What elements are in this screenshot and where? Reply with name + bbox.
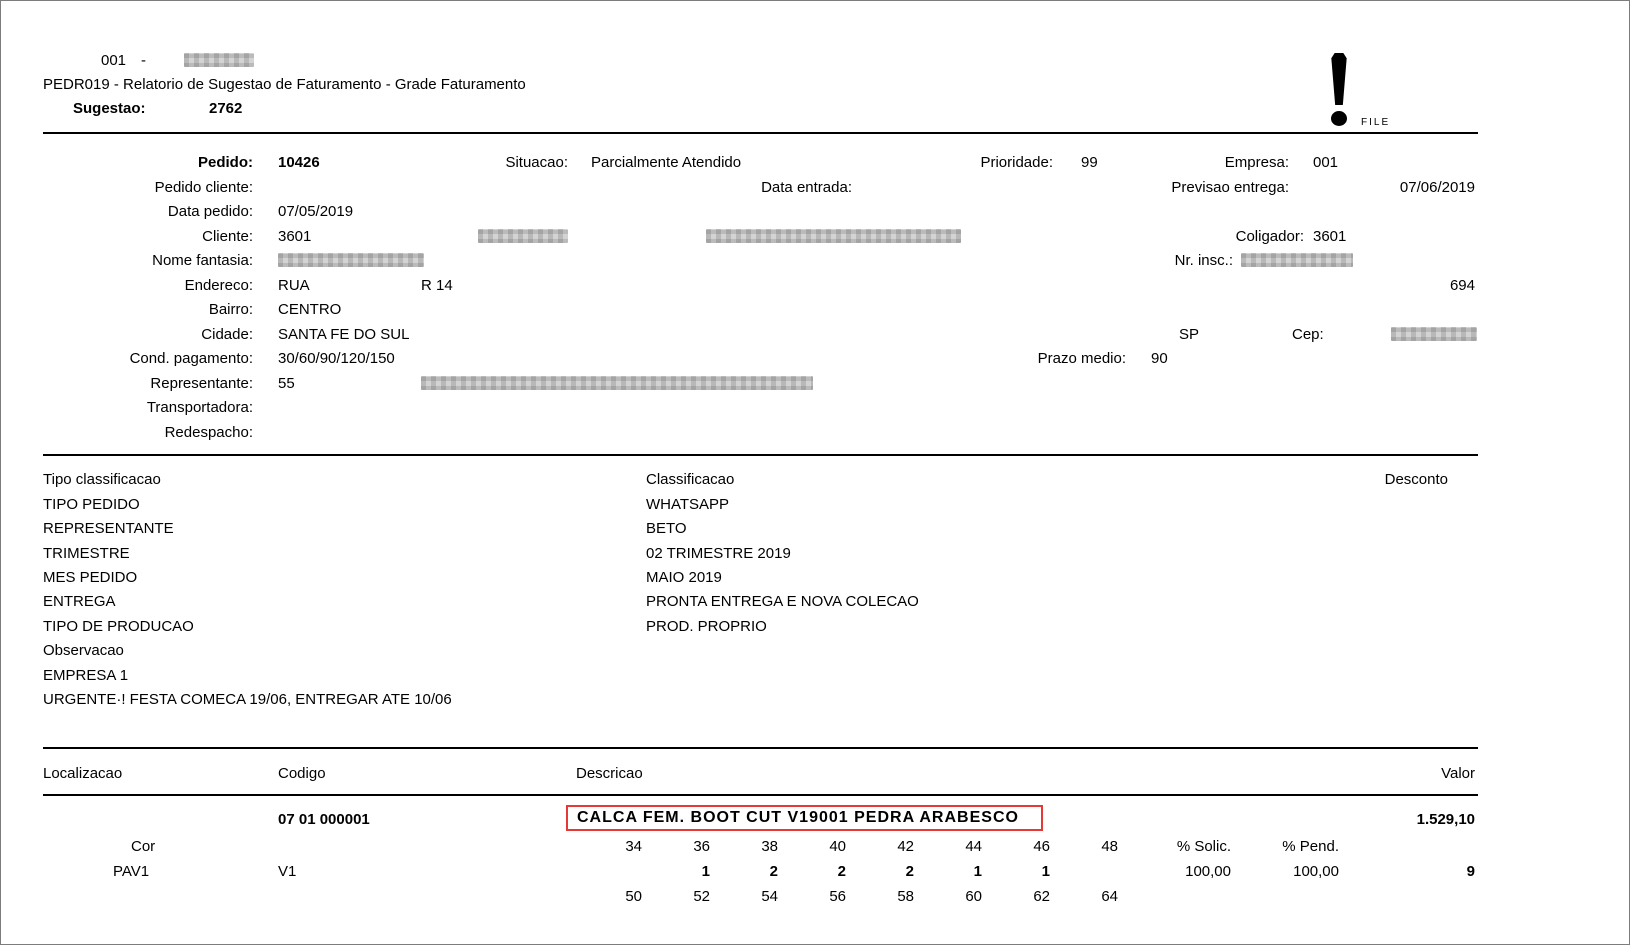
exclamation-bar-icon bbox=[1327, 53, 1351, 105]
size-col: 56 bbox=[829, 888, 846, 905]
localizacao-header: Localizacao bbox=[43, 765, 123, 782]
pct-pend-value: 100,00 bbox=[1293, 863, 1339, 880]
redacted-representante-nome bbox=[421, 376, 813, 390]
bairro-label: Bairro: bbox=[208, 301, 253, 318]
qty-col: 2 bbox=[905, 863, 914, 880]
redacted-cep bbox=[1391, 327, 1477, 341]
prazo-medio-label: Prazo medio: bbox=[1037, 350, 1126, 367]
file-icon-label: FILE bbox=[1361, 117, 1391, 128]
item-descricao-highlight-box bbox=[566, 805, 1043, 831]
size-col: 34 bbox=[625, 838, 642, 855]
size-col: 62 bbox=[1033, 888, 1050, 905]
pct-pend-header: % Pend. bbox=[1282, 838, 1339, 855]
cidade-value: SANTA FE DO SUL bbox=[278, 326, 410, 343]
classification-row-tipo: REPRESENTANTE bbox=[43, 520, 174, 537]
data-pedido-value: 07/05/2019 bbox=[278, 203, 354, 220]
redacted-cliente-nome bbox=[706, 229, 961, 243]
pedido-label: Pedido: bbox=[198, 154, 253, 171]
observacao-line-2: URGENTE·! FESTA COMECA 19/06, ENTREGAR ATE 10/06 bbox=[43, 691, 452, 708]
size-col: 54 bbox=[761, 888, 778, 905]
prazo-medio-value: 90 bbox=[1151, 350, 1168, 367]
qty-col: 2 bbox=[769, 863, 778, 880]
classification-row-tipo: TIPO DE PRODUCAO bbox=[43, 618, 194, 635]
classification-row-valor: BETO bbox=[646, 520, 687, 537]
nr-insc-label: Nr. insc.: bbox=[1174, 252, 1233, 269]
representante-label: Representante: bbox=[150, 375, 253, 392]
pedido-value: 10426 bbox=[278, 154, 320, 171]
observacao-label: Observacao bbox=[43, 642, 124, 659]
desconto-header: Desconto bbox=[1384, 471, 1448, 488]
size-col: 64 bbox=[1101, 888, 1118, 905]
exclamation-file-icon bbox=[1319, 53, 1409, 133]
cor-label: Cor bbox=[131, 838, 156, 855]
exclamation-dot-icon bbox=[1331, 111, 1347, 126]
bairro-value: CENTRO bbox=[278, 301, 342, 318]
divider-items-top bbox=[43, 747, 1478, 749]
previsao-entrega-value: 07/06/2019 bbox=[1399, 179, 1475, 196]
classification-row-tipo: TRIMESTRE bbox=[43, 545, 130, 562]
empresa-label: Empresa: bbox=[1224, 154, 1289, 171]
size-col: 52 bbox=[693, 888, 710, 905]
size-col: 38 bbox=[761, 838, 778, 855]
company-code: 001 bbox=[101, 52, 127, 69]
pct-solic-value: 100,00 bbox=[1185, 863, 1231, 880]
classification-row-valor: PRONTA ENTREGA E NOVA COLECAO bbox=[646, 593, 919, 610]
redacted-cliente-cnpj bbox=[478, 229, 568, 243]
classificacao-header: Classificacao bbox=[646, 471, 735, 488]
item-descricao: CALCA FEM. BOOT CUT V19001 PEDRA ARABESCO bbox=[577, 809, 1019, 826]
cond-pagamento-value: 30/60/90/120/150 bbox=[278, 350, 395, 367]
qty-col: 1 bbox=[701, 863, 710, 880]
size-col: 60 bbox=[965, 888, 982, 905]
empresa-value: 001 bbox=[1313, 154, 1339, 171]
size-col: 50 bbox=[625, 888, 642, 905]
classification-row-valor: 02 TRIMESTRE 2019 bbox=[646, 545, 791, 562]
size-col: 58 bbox=[897, 888, 914, 905]
item-codigo: 07 01 000001 bbox=[278, 811, 370, 828]
company-dash: - bbox=[141, 52, 146, 69]
sugestao-value: 2762 bbox=[209, 100, 243, 117]
redacted-nr-insc bbox=[1241, 253, 1353, 267]
data-entrada-label: Data entrada: bbox=[761, 179, 852, 196]
sugestao-label: Sugestao: bbox=[73, 100, 146, 117]
classification-row-valor: MAIO 2019 bbox=[646, 569, 722, 586]
classification-row-tipo: ENTREGA bbox=[43, 593, 116, 610]
endereco-label: Endereco: bbox=[184, 277, 253, 294]
pedido-cliente-label: Pedido cliente: bbox=[154, 179, 253, 196]
qty-col: 1 bbox=[973, 863, 982, 880]
item-total-qty: 9 bbox=[1466, 863, 1475, 880]
redacted-nome-fantasia bbox=[278, 253, 424, 267]
data-pedido-label: Data pedido: bbox=[167, 203, 253, 220]
nome-fantasia-label: Nome fantasia: bbox=[152, 252, 253, 269]
cond-pagamento-label: Cond. pagamento: bbox=[129, 350, 253, 367]
size-col: 36 bbox=[693, 838, 710, 855]
grade-localizacao: PAV1 bbox=[113, 863, 150, 880]
cliente-label: Cliente: bbox=[202, 228, 253, 245]
divider-items-header bbox=[43, 794, 1478, 796]
cep-label: Cep: bbox=[1292, 326, 1324, 343]
coligador-value: 3601 bbox=[1313, 228, 1347, 245]
cidade-label: Cidade: bbox=[201, 326, 253, 343]
classification-row-valor: PROD. PROPRIO bbox=[646, 618, 767, 635]
tipo-classificacao-header: Tipo classificacao bbox=[43, 471, 161, 488]
qty-col: 2 bbox=[837, 863, 846, 880]
divider-classification bbox=[43, 454, 1478, 456]
classification-row-valor: WHATSAPP bbox=[646, 496, 730, 513]
size-col: 40 bbox=[829, 838, 846, 855]
situacao-value: Parcialmente Atendido bbox=[591, 154, 742, 171]
report-title: PEDR019 - Relatorio de Sugestao de Faturamento - Grade Faturamento bbox=[43, 76, 526, 93]
representante-codigo-value: 55 bbox=[278, 375, 295, 392]
divider-header bbox=[43, 132, 1478, 134]
codigo-header: Codigo bbox=[278, 765, 326, 782]
endereco-tipo-value: RUA bbox=[278, 277, 310, 294]
size-col: 46 bbox=[1033, 838, 1050, 855]
valor-header: Valor bbox=[1441, 765, 1475, 782]
size-col: 44 bbox=[965, 838, 982, 855]
size-col: 42 bbox=[897, 838, 914, 855]
previsao-entrega-label: Previsao entrega: bbox=[1171, 179, 1289, 196]
observacao-line-1: EMPRESA 1 bbox=[43, 667, 129, 684]
classification-row-tipo: TIPO PEDIDO bbox=[43, 496, 140, 513]
uf-value: SP bbox=[1179, 326, 1200, 343]
cliente-codigo-value: 3601 bbox=[278, 228, 312, 245]
redespacho-label: Redespacho: bbox=[164, 424, 253, 441]
pct-solic-header: % Solic. bbox=[1176, 838, 1231, 855]
prioridade-label: Prioridade: bbox=[980, 154, 1053, 171]
coligador-label: Coligador: bbox=[1235, 228, 1304, 245]
qty-col: 1 bbox=[1041, 863, 1050, 880]
endereco-rua-value: R 14 bbox=[421, 277, 453, 294]
situacao-label: Situacao: bbox=[505, 154, 568, 171]
descricao-header: Descricao bbox=[576, 765, 643, 782]
redacted-company-name bbox=[184, 53, 254, 67]
size-col: 48 bbox=[1101, 838, 1118, 855]
prioridade-value: 99 bbox=[1081, 154, 1098, 171]
item-valor: 1.529,10 bbox=[1416, 811, 1475, 828]
grade-cor: V1 bbox=[278, 863, 297, 880]
transportadora-label: Transportadora: bbox=[146, 399, 253, 416]
classification-row-tipo: MES PEDIDO bbox=[43, 569, 138, 586]
endereco-numero-value: 694 bbox=[1449, 277, 1475, 294]
